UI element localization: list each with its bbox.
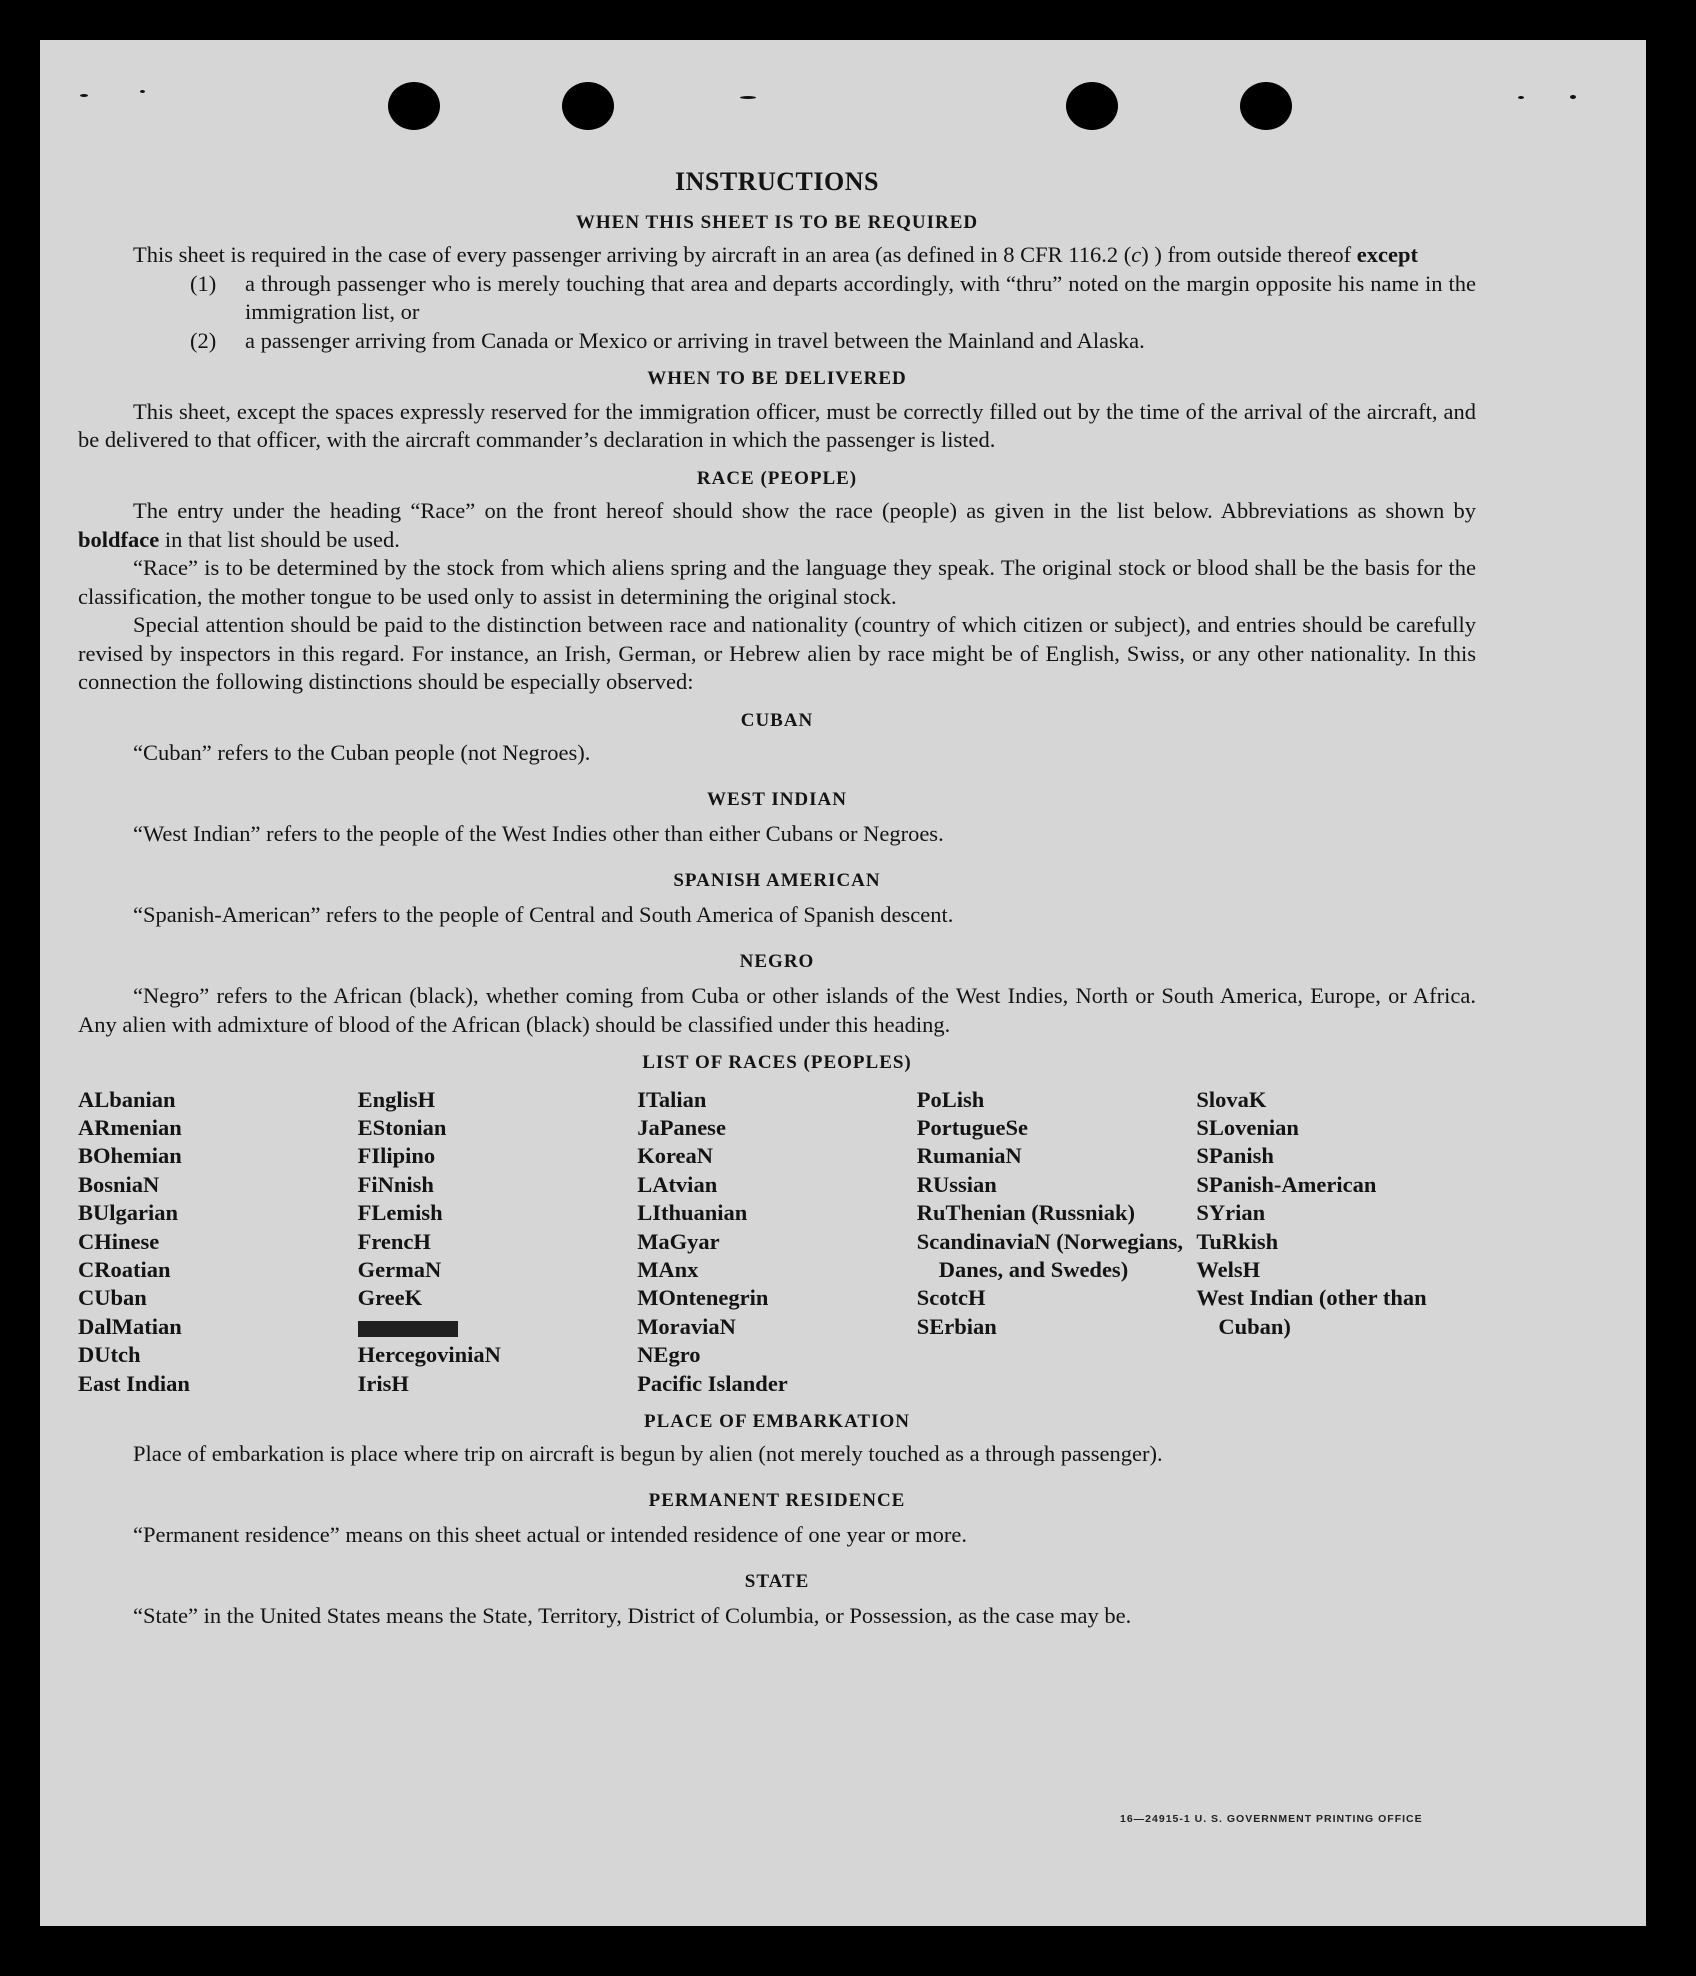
exception-item bbox=[190, 327, 1476, 356]
exception-number: (1) bbox=[190, 270, 217, 296]
race-item: GreeK bbox=[357, 1285, 423, 1311]
scan-speck bbox=[1570, 95, 1576, 99]
race-item: CHinese bbox=[78, 1228, 160, 1254]
section-heading-race: RACE (PEOPLE) bbox=[696, 467, 858, 489]
when-delivered-text: This sheet, except the spaces expressly reserved for the immigration officer, must be correctly filled out by the time of the arrival of the aircraft, and be delivered to that officer, with the aircraft commander’s declaration in which the passenger is listed. bbox=[78, 398, 1476, 452]
race-column bbox=[637, 1086, 917, 1398]
scan-speck bbox=[140, 90, 145, 93]
exception-text: a passenger arriving from Canada or Mexico or arriving in travel between the Mainland and Alaska. bbox=[245, 327, 1145, 353]
race-item: DUtch bbox=[78, 1342, 141, 1368]
page-title: INSTRUCTIONS bbox=[675, 167, 879, 196]
races-list bbox=[78, 1086, 1476, 1398]
section-heading-cuban: CUBAN bbox=[740, 709, 814, 731]
race-paragraph: Special attention should be paid to the distinction between race and nationality (country of which citizen or subject), and entries should be carefully revised by inspectors in this regard. For instance, an Irish, German, or Hebrew alien by race might be of English, Swiss, or any other nationality. In this connection the following distinctions should be especially observed: bbox=[78, 612, 1476, 694]
race-item: MaGyar bbox=[637, 1228, 720, 1254]
scan-speck bbox=[1518, 96, 1524, 99]
punch-hole bbox=[1240, 82, 1292, 130]
race-item: MoraviaN bbox=[637, 1313, 736, 1339]
race-item: BUlgarian bbox=[78, 1200, 179, 1226]
exception-number: (2) bbox=[190, 327, 217, 353]
scan-speck bbox=[740, 96, 756, 99]
race-item: BosniaN bbox=[78, 1171, 160, 1197]
punch-hole bbox=[1066, 82, 1118, 130]
race-item: KoreaN bbox=[637, 1143, 714, 1169]
race-item: MAnx bbox=[637, 1256, 699, 1282]
instructions-content bbox=[78, 168, 1476, 1631]
printer-imprint: 16—24915-1 U. S. GOVERNMENT PRINTING OFFICE bbox=[1120, 1813, 1423, 1825]
race-column bbox=[1196, 1086, 1476, 1398]
race-item: DalMatian bbox=[78, 1313, 182, 1339]
race-item: PoLish bbox=[916, 1086, 985, 1112]
race-item: FIlipino bbox=[357, 1143, 436, 1169]
exception-text: a through passenger who is merely touching that area and departs accordingly, with “thru” noted on the margin opposite his name in the immigration list, or bbox=[245, 270, 1476, 324]
race-item: LIthuanian bbox=[637, 1200, 748, 1226]
section-heading-spanish-american: SPANISH AMERICAN bbox=[673, 869, 881, 891]
race-item: East Indian bbox=[78, 1370, 190, 1396]
race-item: EStonian bbox=[357, 1114, 447, 1140]
embarkation-text: Place of embarkation is place where trip on aircraft is begun by alien (not merely touched as a through passenger). bbox=[133, 1441, 1163, 1467]
race-item: CRoatian bbox=[78, 1256, 171, 1282]
race-item: CUban bbox=[78, 1285, 147, 1311]
section-heading-when-delivered: WHEN TO BE DELIVERED bbox=[647, 368, 907, 389]
redaction-block bbox=[358, 1321, 458, 1337]
race-item: BOhemian bbox=[78, 1143, 182, 1169]
section-heading-when-required: WHEN THIS SHEET IS TO BE REQUIRED bbox=[575, 211, 979, 233]
scan-speck bbox=[80, 94, 88, 97]
race-item: SlovaK bbox=[1196, 1086, 1267, 1112]
race-item: LAtvian bbox=[637, 1171, 718, 1197]
section-heading-negro: NEGRO bbox=[739, 950, 815, 972]
race-item: SErbian bbox=[916, 1313, 997, 1339]
when-required-intro: This sheet is required in the case of every passenger arriving by aircraft in an area (as defined in 8 CFR 116.2 (c) ) from outside thereof except bbox=[133, 242, 1418, 267]
race-item: EnglisH bbox=[357, 1086, 436, 1112]
race-item: SYrian bbox=[1196, 1200, 1266, 1226]
race-item: ScandinaviaN (Norwegians, Danes, and Swedes) bbox=[916, 1228, 1184, 1282]
race-item: SLovenian bbox=[1196, 1114, 1299, 1140]
section-heading-embarkation: PLACE OF EMBARKATION bbox=[644, 1410, 910, 1432]
race-item: JaPanese bbox=[637, 1114, 726, 1140]
race-item: ALbanian bbox=[78, 1086, 176, 1112]
document-sheet bbox=[40, 40, 1646, 1926]
punch-hole bbox=[388, 82, 440, 130]
race-item: RumaniaN bbox=[916, 1143, 1022, 1169]
race-item: Pacific Islander bbox=[637, 1370, 788, 1396]
residence-text: “Permanent residence” means on this sheet actual or intended residence of one year or more. bbox=[133, 1522, 968, 1548]
race-item: TuRkish bbox=[1196, 1228, 1279, 1254]
race-column bbox=[917, 1086, 1197, 1398]
cuban-text: “Cuban” refers to the Cuban people (not Negroes). bbox=[133, 740, 591, 765]
race-item: SPanish bbox=[1196, 1143, 1274, 1169]
state-text: “State” in the United States means the State, Territory, District of Columbia, or Possession, as the case may be. bbox=[133, 1603, 1132, 1629]
race-item: ITalian bbox=[637, 1086, 707, 1112]
race-item: ARmenian bbox=[78, 1114, 182, 1140]
spanish-american-text: “Spanish-American” refers to the people of Central and South America of Spanish descent. bbox=[133, 902, 954, 927]
race-item-redacted bbox=[358, 1313, 638, 1341]
punch-hole bbox=[562, 82, 614, 130]
race-item: GermaN bbox=[357, 1256, 442, 1282]
section-heading-west-indian: WEST INDIAN bbox=[707, 788, 847, 810]
race-paragraph: “Race” is to be determined by the stock from which aliens spring and the language they speak. The original stock or blood shall be the basis for the classification, the mother tongue to be used only to assist in determining the original stock. bbox=[78, 555, 1476, 609]
race-item: FiNnish bbox=[357, 1171, 434, 1197]
section-heading-state: STATE bbox=[744, 1570, 810, 1592]
race-item: ScotcH bbox=[916, 1285, 986, 1311]
section-heading-residence: PERMANENT RESIDENCE bbox=[648, 1489, 906, 1511]
race-item: MOntenegrin bbox=[637, 1285, 769, 1311]
section-heading-list-of-races: LIST OF RACES (PEOPLES) bbox=[642, 1052, 912, 1073]
race-item: WelsH bbox=[1196, 1256, 1261, 1282]
race-item: PortugueSe bbox=[916, 1114, 1029, 1140]
race-item: SPanish-American bbox=[1196, 1171, 1377, 1197]
race-item: FrencH bbox=[357, 1228, 431, 1254]
race-item: NEgro bbox=[637, 1342, 701, 1368]
race-column bbox=[78, 1086, 358, 1398]
race-item: West Indian (other than Cuban) bbox=[1196, 1285, 1427, 1339]
race-item: HercegoviniaN bbox=[357, 1342, 501, 1368]
race-item: FLemish bbox=[357, 1200, 443, 1226]
race-item: RUssian bbox=[916, 1171, 997, 1197]
race-paragraph: The entry under the heading “Race” on the front hereof should show the race (people) as given in the list below. Abbreviations as shown by boldface in that list should be used. bbox=[78, 498, 1476, 552]
race-item: RuThenian (Russniak) bbox=[916, 1200, 1135, 1226]
race-item: IrisH bbox=[357, 1370, 409, 1396]
exception-item bbox=[190, 270, 1476, 327]
west-indian-text: “West Indian” refers to the people of the West Indies other than either Cubans or Negroes. bbox=[133, 821, 944, 846]
race-column bbox=[358, 1086, 638, 1398]
negro-text: “Negro” refers to the African (black), whether coming from Cuba or other islands of the West Indies, North or South America, Europe, or Africa. Any alien with admixture of blood of the African (black) should be classified under this heading. bbox=[78, 983, 1476, 1037]
